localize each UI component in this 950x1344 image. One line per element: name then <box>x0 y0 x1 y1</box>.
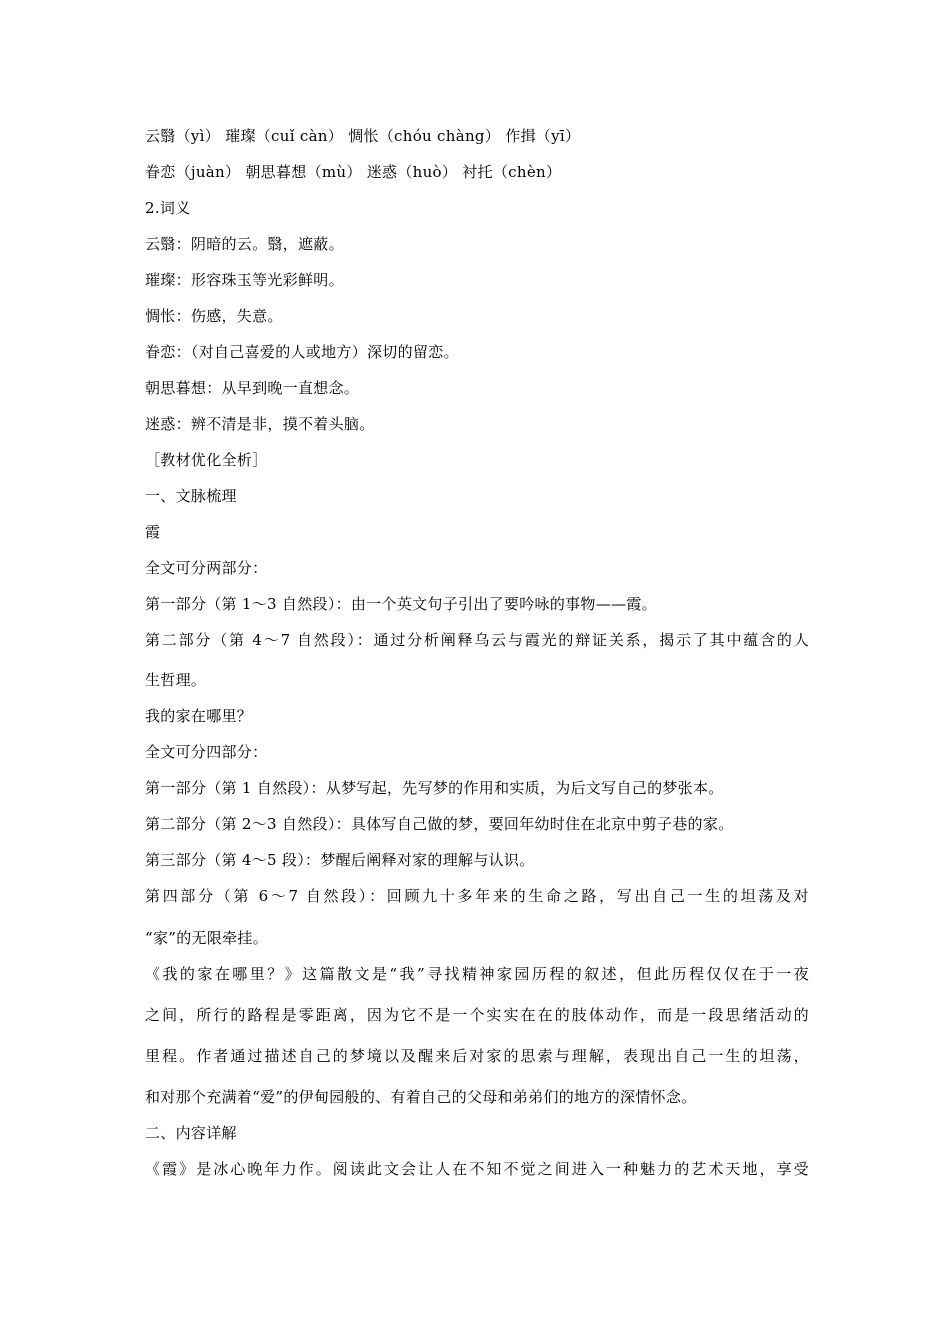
summary-line: 《我的家在哪里？》这篇散文是“我”寻找精神家园历程的叙述，但此历程仅仅在于一夜 <box>145 965 809 983</box>
pinyin-line-1: 云翳（yì） 璀璨（cuǐ càn） 惆怅（chóu chàng） 作揖（yī） <box>145 127 581 145</box>
pinyin-line-2: 眷恋（juàn） 朝思暮想（mù） 迷惑（huò） 衬托（chèn） <box>145 163 562 181</box>
section-2-heading: 二、内容详解 <box>145 1124 237 1142</box>
home-part-1: 第一部分（第 1 自然段）：从梦写起，先写梦的作用和实质，为后文写自己的梦张本。 <box>145 779 724 797</box>
xia-title: 霞 <box>145 523 161 541</box>
vocab-item: 迷惑：辨不清是非，摸不着头脑。 <box>145 415 375 433</box>
summary-line: 里程。作者通过描述自己的梦境以及醒来后对家的思索与理解，表现出自己一生的坦荡， <box>145 1047 809 1065</box>
vocab-heading: 2.词义 <box>145 199 191 217</box>
vocab-item: 惆怅：伤感，失意。 <box>145 307 283 325</box>
analysis-heading: ［教材优化全析］ <box>145 451 268 469</box>
home-part-2: 第二部分（第 2～3 自然段）：具体写自己做的梦，要回年幼时住在北京中剪子巷的家。 <box>145 815 734 833</box>
vocab-item: 朝思暮想：从早到晚一直想念。 <box>145 379 360 397</box>
home-part-4-line-1: 第四部分（第 6～7 自然段）：回顾九十多年来的生命之路，写出自己一生的坦荡及对 <box>145 887 809 905</box>
vocab-item: 璀璨：形容珠玉等光彩鲜明。 <box>145 271 344 289</box>
xia-part-2-line-2: 生哲理。 <box>145 671 207 689</box>
summary-line: 和对那个充满着“爱”的伊甸园般的、有着自己的父母和弟弟们的地方的深情怀念。 <box>145 1088 697 1106</box>
home-part-3: 第三部分（第 4～5 段）：梦醒后阐释对家的理解与认识。 <box>145 851 535 869</box>
section-2-line-1: 《霞》是冰心晚年力作。阅读此文会让人在不知不觉之间进入一种魅力的艺术天地，享受 <box>145 1160 809 1178</box>
vocab-item: 眷恋：（对自己喜爱的人或地方）深切的留恋。 <box>145 343 459 361</box>
xia-part-1: 第一部分（第 1～3 自然段）：由一个英文句子引出了要吟咏的事物——霞。 <box>145 595 657 613</box>
xia-intro: 全文可分两部分： <box>145 559 268 577</box>
summary-line: 之间，所行的路程是零距离，因为它不是一个实实在在的肢体动作，而是一段思绪活动的 <box>145 1006 809 1024</box>
home-part-4-line-2: “家”的无限牵挂。 <box>145 929 269 947</box>
vocab-item: 云翳：阴暗的云。翳，遮蔽。 <box>145 235 344 253</box>
home-title: 我的家在哪里？ <box>145 707 253 725</box>
home-intro: 全文可分四部分： <box>145 743 268 761</box>
xia-part-2-line-1: 第二部分（第 4～7 自然段）：通过分析阐释乌云与霞光的辩证关系，揭示了其中蕴含的人 <box>145 631 809 649</box>
section-1-heading: 一、文脉梳理 <box>145 487 237 505</box>
